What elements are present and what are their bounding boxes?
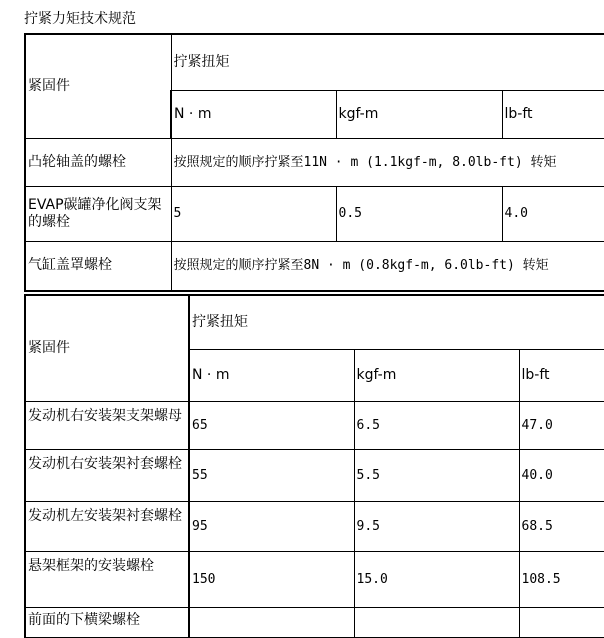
value-nm: 95 — [189, 501, 354, 551]
table-row — [25, 607, 604, 637]
value-kgfm: 6.5 — [354, 401, 519, 449]
page-title: 拧紧力矩技术规范 — [24, 11, 136, 27]
torque-header: 拧紧扭矩 — [189, 295, 604, 349]
fastener-name: 前面的下横梁螺栓 — [25, 607, 189, 637]
unit-lbft: lb-ft — [502, 90, 604, 138]
fastener-name: 发动机右安装架衬套螺栓 — [25, 449, 189, 501]
value-nm: 150 — [189, 551, 354, 607]
unit-kgfm: kgf-m — [336, 90, 502, 138]
unit-lbft: lb-ft — [519, 349, 604, 401]
table-row — [25, 401, 604, 449]
fastener-name: EVAP碳罐净化阀支架的螺栓 — [25, 186, 171, 241]
value-lbft: 108.5 — [519, 551, 604, 607]
unit-nm: N · m — [189, 349, 354, 401]
fastener-name: 发动机左安装架衬套螺栓 — [25, 501, 189, 551]
fastener-name: 凸轮轴盖的螺栓 — [25, 138, 171, 186]
torque-table-2 — [24, 294, 604, 638]
value-kgfm: 9.5 — [354, 501, 519, 551]
table-row — [25, 138, 604, 186]
torque-table-1 — [24, 33, 604, 292]
value-lbft: 68.5 — [519, 501, 604, 551]
table-row — [25, 241, 604, 291]
value-kgfm: 15.0 — [354, 551, 519, 607]
value-nm: 65 — [189, 401, 354, 449]
table-row — [25, 449, 604, 501]
fastener-name: 发动机右安装架支架螺母 — [25, 401, 189, 449]
torque-header: 拧紧扭矩 — [171, 34, 604, 90]
fastener-name: 悬架框架的安装螺栓 — [25, 551, 189, 607]
torque-instruction: 按照规定的顺序拧紧至11N · m (1.1kgf-m, 8.0lb-ft) 转矩 — [171, 138, 604, 186]
fastener-header: 紧固件 — [25, 295, 189, 401]
fastener-name: 气缸盖罩螺栓 — [25, 241, 171, 291]
value-lbft: 40.0 — [519, 449, 604, 501]
value-kgfm: 5.5 — [354, 449, 519, 501]
torque-instruction: 按照规定的顺序拧紧至8N · m (0.8kgf-m, 6.0lb-ft) 转矩 — [171, 241, 604, 291]
unit-nm: N · m — [171, 90, 336, 138]
value-kgfm — [354, 607, 519, 637]
fastener-header: 紧固件 — [25, 34, 171, 138]
value-nm: 55 — [189, 449, 354, 501]
value-nm — [189, 607, 354, 637]
unit-kgfm: kgf-m — [354, 349, 519, 401]
value-lbft — [519, 607, 604, 637]
value-lbft: 47.0 — [519, 401, 604, 449]
value-kgfm: 0.5 — [336, 186, 502, 241]
table-row — [25, 501, 604, 551]
table-row — [25, 186, 604, 241]
table-row — [25, 551, 604, 607]
value-nm: 5 — [171, 186, 336, 241]
value-lbft: 4.0 — [502, 186, 604, 241]
